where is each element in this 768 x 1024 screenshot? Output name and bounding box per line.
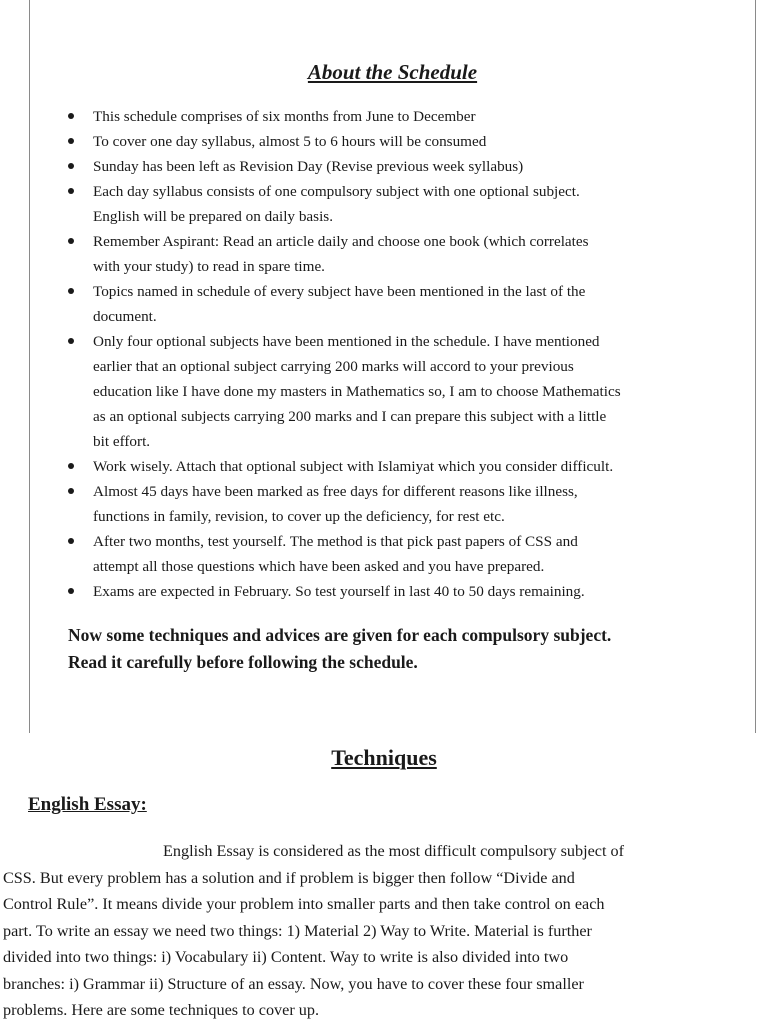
list-item xyxy=(63,579,743,604)
list-item-line: earlier that an optional subject carrying 200 marks will accord to your previous xyxy=(93,358,574,375)
list-item-line: Almost 45 days have been marked as free days for different reasons like illness, xyxy=(93,483,578,500)
paragraph-line: divided into two things: i) Vocabulary ii) Content. Way to write is also divided into two xyxy=(3,948,569,966)
list-item xyxy=(63,479,743,529)
list-item xyxy=(63,179,743,229)
list-item-line: Exams are expected in February. So test yourself in last 40 to 50 days remaining. xyxy=(93,583,585,600)
list-item xyxy=(63,229,743,279)
paragraph-line: part. To write an essay we need two things: 1) Material 2) Way to Write. Material is further xyxy=(3,921,592,940)
list-item-line: Sunday has been left as Revision Day (Revise previous week syllabus) xyxy=(93,158,524,175)
list-item-line: bit effort. xyxy=(93,433,151,450)
list-item xyxy=(63,129,743,154)
paragraph-line: problems. Here are some techniques to cover up. xyxy=(3,1001,319,1019)
list-item xyxy=(63,529,743,579)
list-item-line: Each day syllabus consists of one compulsory subject with one optional subject. xyxy=(93,183,580,200)
list-item-line: document. xyxy=(93,308,157,325)
schedule-bullet-list xyxy=(63,104,743,604)
list-item-line: as an optional subjects carrying 200 marks and I can prepare this subject with a little xyxy=(93,408,607,425)
list-item-line: After two months, test yourself. The method is that pick past papers of CSS and xyxy=(93,533,578,550)
list-item-line: To cover one day syllabus, almost 5 to 6 hours will be consumed xyxy=(93,133,487,150)
note-line: Now some techniques and advices are given for each compulsory subject. xyxy=(68,625,612,645)
list-item-line: attempt all those questions which have been asked and you have prepared. xyxy=(93,558,545,575)
list-item-line: Topics named in schedule of every subject have been mentioned in the last of the xyxy=(93,283,586,300)
list-item xyxy=(63,329,743,454)
english-essay-paragraph xyxy=(3,838,765,1024)
list-item xyxy=(63,279,743,329)
list-item-line: Work wisely. Attach that optional subject with Islamiyat which you consider difficult. xyxy=(93,458,614,475)
list-item-line: Only four optional subjects have been mentioned in the schedule. I have mentioned xyxy=(93,333,600,350)
english-essay-heading: English Essay: xyxy=(28,794,147,815)
paragraph-line: Control Rule”. It means divide your problem into smaller parts and then take control on each xyxy=(3,895,605,913)
paragraph-line: branches: i) Grammar ii) Structure of an essay. Now, you have to cover these four smaller xyxy=(3,974,584,993)
note-line: Read it carefully before following the schedule. xyxy=(68,652,418,672)
list-item-line: English will be prepared on daily basis. xyxy=(93,208,333,225)
list-item xyxy=(63,454,743,479)
schedule-title: About the Schedule xyxy=(307,60,478,84)
list-item-line: This schedule comprises of six months from June to December xyxy=(93,108,476,125)
list-item xyxy=(63,104,743,129)
list-item xyxy=(63,154,743,179)
list-item-line: with your study) to read in spare time. xyxy=(93,258,325,275)
paragraph-line: English Essay is considered as the most difficult compulsory subject of xyxy=(163,842,624,860)
techniques-title: Techniques xyxy=(331,745,437,770)
list-item-line: functions in family, revision, to cover up the deficiency, for rest etc. xyxy=(93,508,505,525)
list-item-line: education like I have done my masters in Mathematics so, I am to choose Mathematics xyxy=(93,383,621,400)
list-item-line: Remember Aspirant: Read an article daily and choose one book (which correlates xyxy=(93,233,589,250)
compulsory-subject-note xyxy=(68,622,758,676)
paragraph-line: CSS. But every problem has a solution and if problem is bigger then follow “Divide and xyxy=(3,868,575,887)
